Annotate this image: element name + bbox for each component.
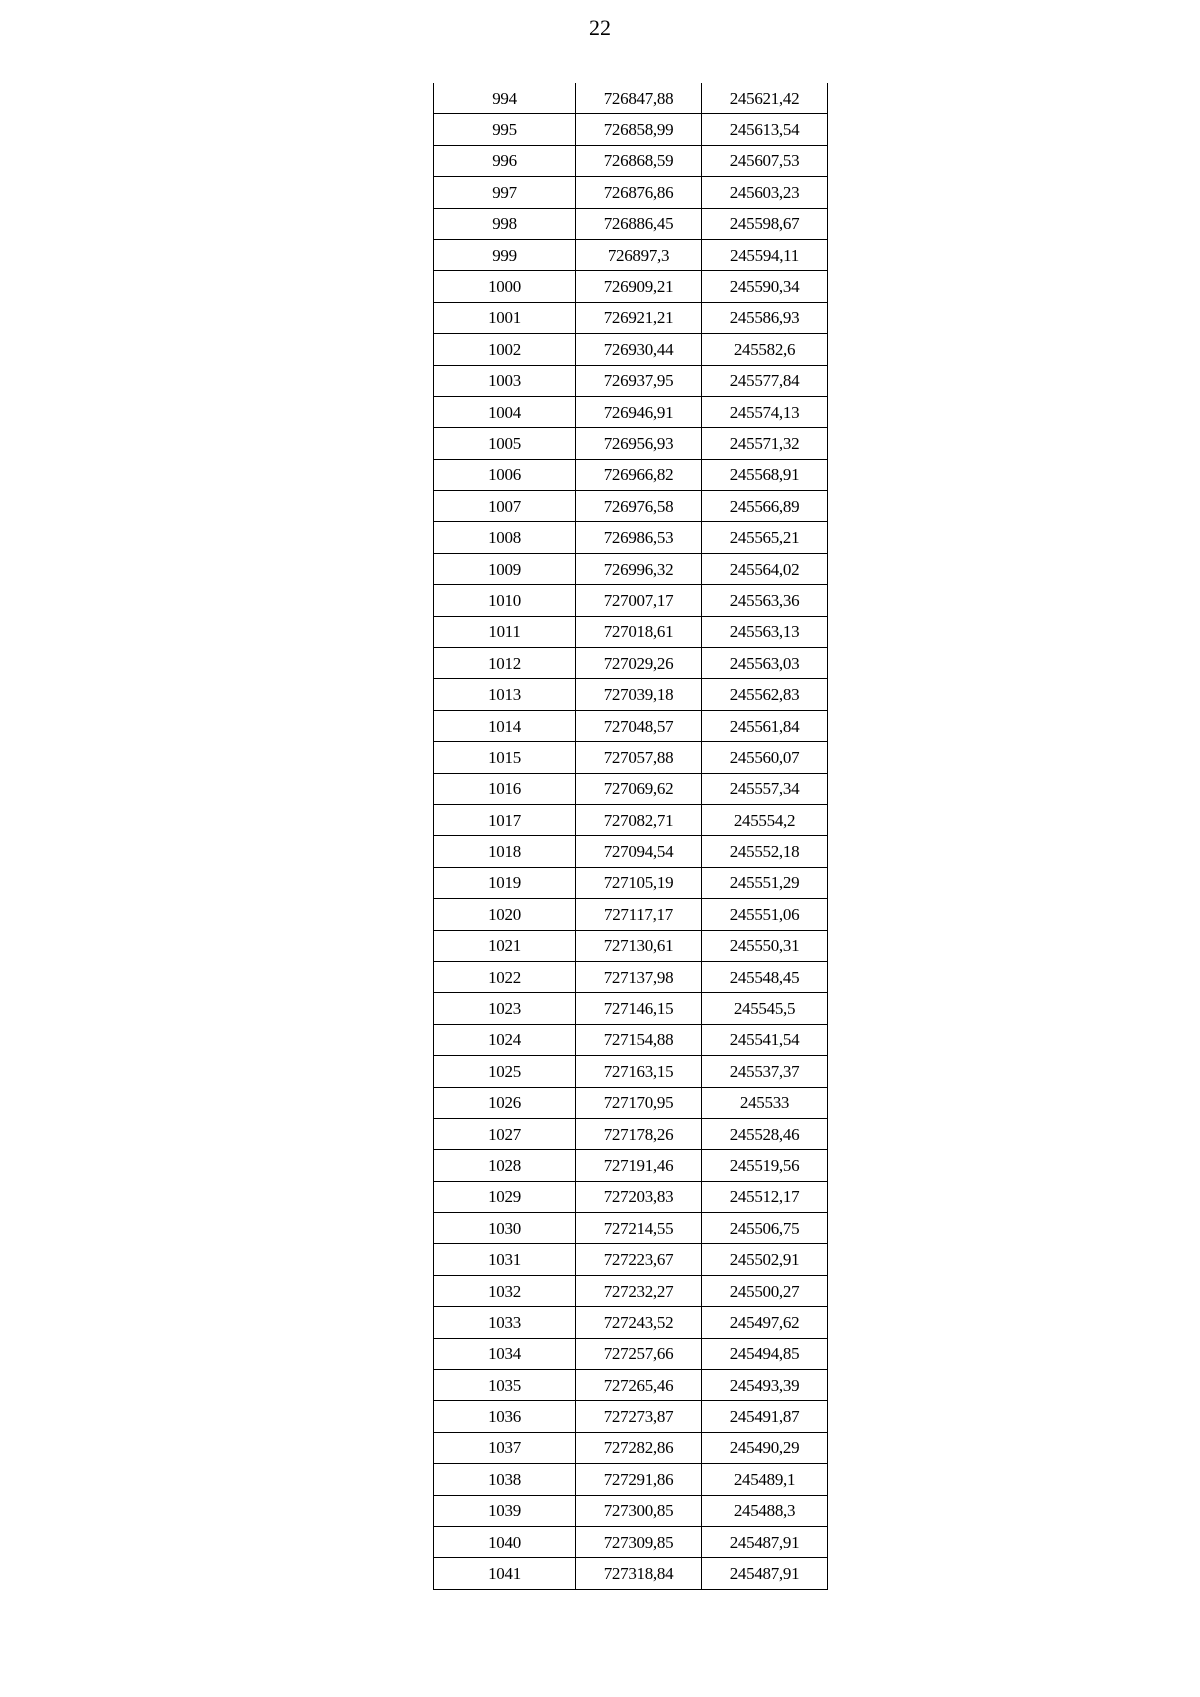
y-coordinate-cell: 245491,87: [702, 1401, 828, 1432]
table-row: [434, 365, 828, 396]
x-coordinate-cell: 727232,27: [576, 1275, 702, 1306]
coordinates-table-container: [433, 83, 827, 1590]
y-coordinate-cell: 245512,17: [702, 1181, 828, 1212]
table-row: [434, 1464, 828, 1495]
y-coordinate-cell: 245603,23: [702, 177, 828, 208]
table-row: [434, 930, 828, 961]
point-number-cell: 1024: [434, 1024, 576, 1055]
point-number-cell: 1029: [434, 1181, 576, 1212]
table-row: [434, 742, 828, 773]
y-coordinate-cell: 245577,84: [702, 365, 828, 396]
x-coordinate-cell: 726937,95: [576, 365, 702, 396]
x-coordinate-cell: 727007,17: [576, 585, 702, 616]
point-number-cell: 1018: [434, 836, 576, 867]
y-coordinate-cell: 245489,1: [702, 1464, 828, 1495]
y-coordinate-cell: 245502,91: [702, 1244, 828, 1275]
y-coordinate-cell: 245519,56: [702, 1150, 828, 1181]
x-coordinate-cell: 727282,86: [576, 1432, 702, 1463]
x-coordinate-cell: 726909,21: [576, 271, 702, 302]
point-number-cell: 1011: [434, 616, 576, 647]
point-number-cell: 1010: [434, 585, 576, 616]
point-number-cell: 999: [434, 239, 576, 270]
table-row: [434, 1150, 828, 1181]
y-coordinate-cell: 245506,75: [702, 1213, 828, 1244]
x-coordinate-cell: 727057,88: [576, 742, 702, 773]
table-row: [434, 1495, 828, 1526]
point-number-cell: 1032: [434, 1275, 576, 1306]
x-coordinate-cell: 727191,46: [576, 1150, 702, 1181]
x-coordinate-cell: 727214,55: [576, 1213, 702, 1244]
table-row: [434, 271, 828, 302]
table-row: [434, 491, 828, 522]
x-coordinate-cell: 727029,26: [576, 648, 702, 679]
point-number-cell: 1033: [434, 1307, 576, 1338]
y-coordinate-cell: 245487,91: [702, 1526, 828, 1557]
x-coordinate-cell: 726921,21: [576, 302, 702, 333]
y-coordinate-cell: 245541,54: [702, 1024, 828, 1055]
x-coordinate-cell: 726886,45: [576, 208, 702, 239]
x-coordinate-cell: 727300,85: [576, 1495, 702, 1526]
point-number-cell: 1038: [434, 1464, 576, 1495]
point-number-cell: 1001: [434, 302, 576, 333]
y-coordinate-cell: 245488,3: [702, 1495, 828, 1526]
y-coordinate-cell: 245548,45: [702, 961, 828, 992]
y-coordinate-cell: 245613,54: [702, 114, 828, 145]
x-coordinate-cell: 726986,53: [576, 522, 702, 553]
table-row: [434, 1370, 828, 1401]
x-coordinate-cell: 727105,19: [576, 867, 702, 898]
x-coordinate-cell: 727018,61: [576, 616, 702, 647]
y-coordinate-cell: 245562,83: [702, 679, 828, 710]
point-number-cell: 998: [434, 208, 576, 239]
table-row: [434, 993, 828, 1024]
x-coordinate-cell: 727137,98: [576, 961, 702, 992]
point-number-cell: 1004: [434, 396, 576, 427]
table-row: [434, 1307, 828, 1338]
y-coordinate-cell: 245500,27: [702, 1275, 828, 1306]
point-number-cell: 1016: [434, 773, 576, 804]
x-coordinate-cell: 727291,86: [576, 1464, 702, 1495]
table-row: [434, 679, 828, 710]
coordinates-table: [433, 83, 828, 1590]
point-number-cell: 1031: [434, 1244, 576, 1275]
table-row: [434, 114, 828, 145]
y-coordinate-cell: 245566,89: [702, 491, 828, 522]
table-row: [434, 1087, 828, 1118]
y-coordinate-cell: 245493,39: [702, 1370, 828, 1401]
x-coordinate-cell: 726966,82: [576, 459, 702, 490]
x-coordinate-cell: 727039,18: [576, 679, 702, 710]
x-coordinate-cell: 727069,62: [576, 773, 702, 804]
x-coordinate-cell: 727318,84: [576, 1558, 702, 1589]
y-coordinate-cell: 245560,07: [702, 742, 828, 773]
table-row: [434, 1275, 828, 1306]
point-number-cell: 1026: [434, 1087, 576, 1118]
table-row: [434, 899, 828, 930]
y-coordinate-cell: 245586,93: [702, 302, 828, 333]
x-coordinate-cell: 726996,32: [576, 553, 702, 584]
x-coordinate-cell: 726868,59: [576, 145, 702, 176]
y-coordinate-cell: 245563,03: [702, 648, 828, 679]
point-number-cell: 1012: [434, 648, 576, 679]
y-coordinate-cell: 245582,6: [702, 334, 828, 365]
y-coordinate-cell: 245490,29: [702, 1432, 828, 1463]
x-coordinate-cell: 727130,61: [576, 930, 702, 961]
point-number-cell: 1009: [434, 553, 576, 584]
point-number-cell: 1023: [434, 993, 576, 1024]
x-coordinate-cell: 727203,83: [576, 1181, 702, 1212]
x-coordinate-cell: 727082,71: [576, 804, 702, 835]
y-coordinate-cell: 245494,85: [702, 1338, 828, 1369]
table-row: [434, 83, 828, 114]
point-number-cell: 1020: [434, 899, 576, 930]
x-coordinate-cell: 727273,87: [576, 1401, 702, 1432]
point-number-cell: 1008: [434, 522, 576, 553]
point-number-cell: 1035: [434, 1370, 576, 1401]
point-number-cell: 1013: [434, 679, 576, 710]
y-coordinate-cell: 245497,62: [702, 1307, 828, 1338]
y-coordinate-cell: 245621,42: [702, 83, 828, 114]
point-number-cell: 1005: [434, 428, 576, 459]
point-number-cell: 1039: [434, 1495, 576, 1526]
y-coordinate-cell: 245594,11: [702, 239, 828, 270]
x-coordinate-cell: 727265,46: [576, 1370, 702, 1401]
table-row: [434, 396, 828, 427]
y-coordinate-cell: 245557,34: [702, 773, 828, 804]
y-coordinate-cell: 245537,37: [702, 1056, 828, 1087]
point-number-cell: 1015: [434, 742, 576, 773]
table-row: [434, 1526, 828, 1557]
x-coordinate-cell: 727257,66: [576, 1338, 702, 1369]
point-number-cell: 995: [434, 114, 576, 145]
x-coordinate-cell: 726897,3: [576, 239, 702, 270]
table-row: [434, 1244, 828, 1275]
point-number-cell: 1017: [434, 804, 576, 835]
x-coordinate-cell: 726946,91: [576, 396, 702, 427]
x-coordinate-cell: 726976,58: [576, 491, 702, 522]
point-number-cell: 1014: [434, 710, 576, 741]
y-coordinate-cell: 245568,91: [702, 459, 828, 490]
x-coordinate-cell: 726847,88: [576, 83, 702, 114]
table-row: [434, 1118, 828, 1149]
table-row: [434, 867, 828, 898]
y-coordinate-cell: 245571,32: [702, 428, 828, 459]
table-row: [434, 1181, 828, 1212]
point-number-cell: 996: [434, 145, 576, 176]
point-number-cell: 1002: [434, 334, 576, 365]
table-row: [434, 710, 828, 741]
x-coordinate-cell: 727243,52: [576, 1307, 702, 1338]
table-row: [434, 428, 828, 459]
y-coordinate-cell: 245551,06: [702, 899, 828, 930]
y-coordinate-cell: 245565,21: [702, 522, 828, 553]
point-number-cell: 1022: [434, 961, 576, 992]
table-row: [434, 239, 828, 270]
y-coordinate-cell: 245552,18: [702, 836, 828, 867]
table-row: [434, 836, 828, 867]
x-coordinate-cell: 727178,26: [576, 1118, 702, 1149]
y-coordinate-cell: 245528,46: [702, 1118, 828, 1149]
point-number-cell: 1030: [434, 1213, 576, 1244]
x-coordinate-cell: 726956,93: [576, 428, 702, 459]
coordinates-table-body: [434, 83, 828, 1589]
point-number-cell: 1021: [434, 930, 576, 961]
y-coordinate-cell: 245607,53: [702, 145, 828, 176]
table-row: [434, 1558, 828, 1589]
table-row: [434, 553, 828, 584]
table-row: [434, 145, 828, 176]
y-coordinate-cell: 245545,5: [702, 993, 828, 1024]
x-coordinate-cell: 727309,85: [576, 1526, 702, 1557]
y-coordinate-cell: 245598,67: [702, 208, 828, 239]
table-row: [434, 177, 828, 208]
point-number-cell: 994: [434, 83, 576, 114]
point-number-cell: 1036: [434, 1401, 576, 1432]
y-coordinate-cell: 245574,13: [702, 396, 828, 427]
x-coordinate-cell: 727048,57: [576, 710, 702, 741]
y-coordinate-cell: 245564,02: [702, 553, 828, 584]
table-row: [434, 585, 828, 616]
x-coordinate-cell: 726930,44: [576, 334, 702, 365]
point-number-cell: 1028: [434, 1150, 576, 1181]
y-coordinate-cell: 245590,34: [702, 271, 828, 302]
point-number-cell: 1003: [434, 365, 576, 396]
point-number-cell: 1000: [434, 271, 576, 302]
point-number-cell: 1006: [434, 459, 576, 490]
x-coordinate-cell: 727146,15: [576, 993, 702, 1024]
table-row: [434, 616, 828, 647]
table-row: [434, 1338, 828, 1369]
x-coordinate-cell: 726858,99: [576, 114, 702, 145]
point-number-cell: 997: [434, 177, 576, 208]
table-row: [434, 334, 828, 365]
table-row: [434, 302, 828, 333]
table-row: [434, 961, 828, 992]
table-row: [434, 459, 828, 490]
x-coordinate-cell: 726876,86: [576, 177, 702, 208]
x-coordinate-cell: 727163,15: [576, 1056, 702, 1087]
table-row: [434, 1024, 828, 1055]
table-row: [434, 1213, 828, 1244]
point-number-cell: 1025: [434, 1056, 576, 1087]
point-number-cell: 1027: [434, 1118, 576, 1149]
y-coordinate-cell: 245533: [702, 1087, 828, 1118]
x-coordinate-cell: 727094,54: [576, 836, 702, 867]
table-row: [434, 208, 828, 239]
table-row: [434, 648, 828, 679]
x-coordinate-cell: 727170,95: [576, 1087, 702, 1118]
table-row: [434, 804, 828, 835]
point-number-cell: 1041: [434, 1558, 576, 1589]
point-number-cell: 1037: [434, 1432, 576, 1463]
y-coordinate-cell: 245561,84: [702, 710, 828, 741]
y-coordinate-cell: 245563,36: [702, 585, 828, 616]
y-coordinate-cell: 245550,31: [702, 930, 828, 961]
page-number: 22: [589, 15, 611, 40]
table-row: [434, 773, 828, 804]
y-coordinate-cell: 245487,91: [702, 1558, 828, 1589]
table-row: [434, 522, 828, 553]
point-number-cell: 1040: [434, 1526, 576, 1557]
y-coordinate-cell: 245554,2: [702, 804, 828, 835]
y-coordinate-cell: 245551,29: [702, 867, 828, 898]
x-coordinate-cell: 727117,17: [576, 899, 702, 930]
point-number-cell: 1007: [434, 491, 576, 522]
x-coordinate-cell: 727154,88: [576, 1024, 702, 1055]
point-number-cell: 1034: [434, 1338, 576, 1369]
table-row: [434, 1401, 828, 1432]
table-row: [434, 1432, 828, 1463]
point-number-cell: 1019: [434, 867, 576, 898]
table-row: [434, 1056, 828, 1087]
x-coordinate-cell: 727223,67: [576, 1244, 702, 1275]
y-coordinate-cell: 245563,13: [702, 616, 828, 647]
